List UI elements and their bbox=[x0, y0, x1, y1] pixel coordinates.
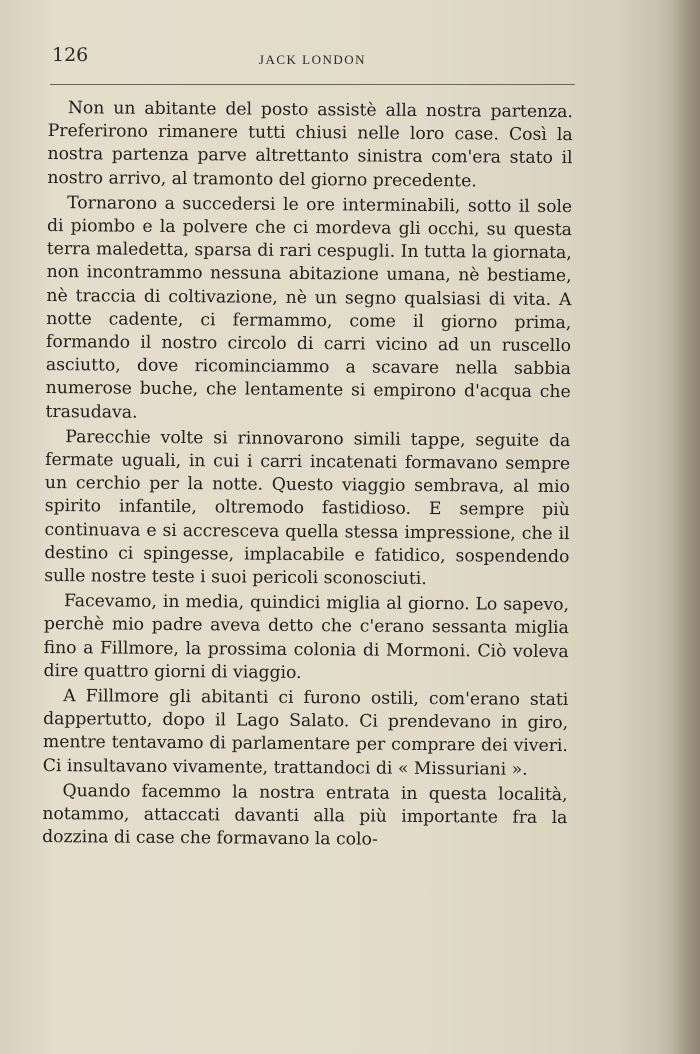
running-head: JACK LONDON bbox=[258, 52, 367, 67]
page-edge-shadow bbox=[672, 0, 700, 1054]
paragraph: Non un abitante del posto assistè alla nostra partenza. Preferirono rimanere tutti chiusi nelle loro case. Così la nostra partenza parve altrettanto sinistra com'era stato il nostro arrivo, al tramonto del giorno precedente. bbox=[47, 98, 573, 191]
page-header bbox=[50, 44, 575, 85]
paragraph: Quando facemmo la nostra entrata in questa località, notammo, attaccati davanti alla più importante fra la dozzina di case che formavano la colo- bbox=[42, 781, 568, 850]
paragraph: Tornarono a succedersi le ore interminabili, sotto il sole di piombo e la polvere che ci mordeva gli occhi, su questa terra maledetta, sparsa di rari cespugli. In tutta la giornata, non incontrammo nessuna abitazione umana, nè bestiame, nè traccia di coltivazione, nè un segno qualsiasi di vita. A notte cadente, ci fermammo, come il giorno prima, formando il nostro circolo di carri vicino ad un ruscello asciutto, dove ricominciammo a scavare nella sabbia numerose buche, che lentamente si empirono d'acqua che trasudava. bbox=[45, 192, 573, 423]
body-text bbox=[42, 97, 573, 856]
page-number: 126 bbox=[52, 44, 89, 66]
paragraph: Parecchie volte si rinnovarono simili tappe, seguite da fermate uguali, in cui i carri incatenati formavano sempre un cerchio per la notte. Questo viaggio sembrava, al mio spirito infantile, oltremodo fastidioso. E sempre più continuava e si accresceva quella stessa impressione, che il destino ci spingesse, implacabile e fatidico, sospendendo sulle nostre teste i suoi pericoli sconosciuti. bbox=[44, 426, 571, 590]
paragraph: A Fillmore gli abitanti ci furono ostili, com'erano stati dappertutto, dopo il Lago Salato. Ci prendevano in giro, mentre tentavamo di parlamentare per comprare dei viveri. Ci insultavano vivamente, trattandoci di « Missuriani ». bbox=[42, 686, 569, 780]
paragraph: Facevamo, in media, quindici miglia al giorno. Lo sapevo, perchè mio padre aveva detto che c'erano sessanta miglia fino a Fillmore, la prossima colonia di Mormoni. Ciò voleva dire quattro giorni di viaggio. bbox=[43, 591, 570, 683]
